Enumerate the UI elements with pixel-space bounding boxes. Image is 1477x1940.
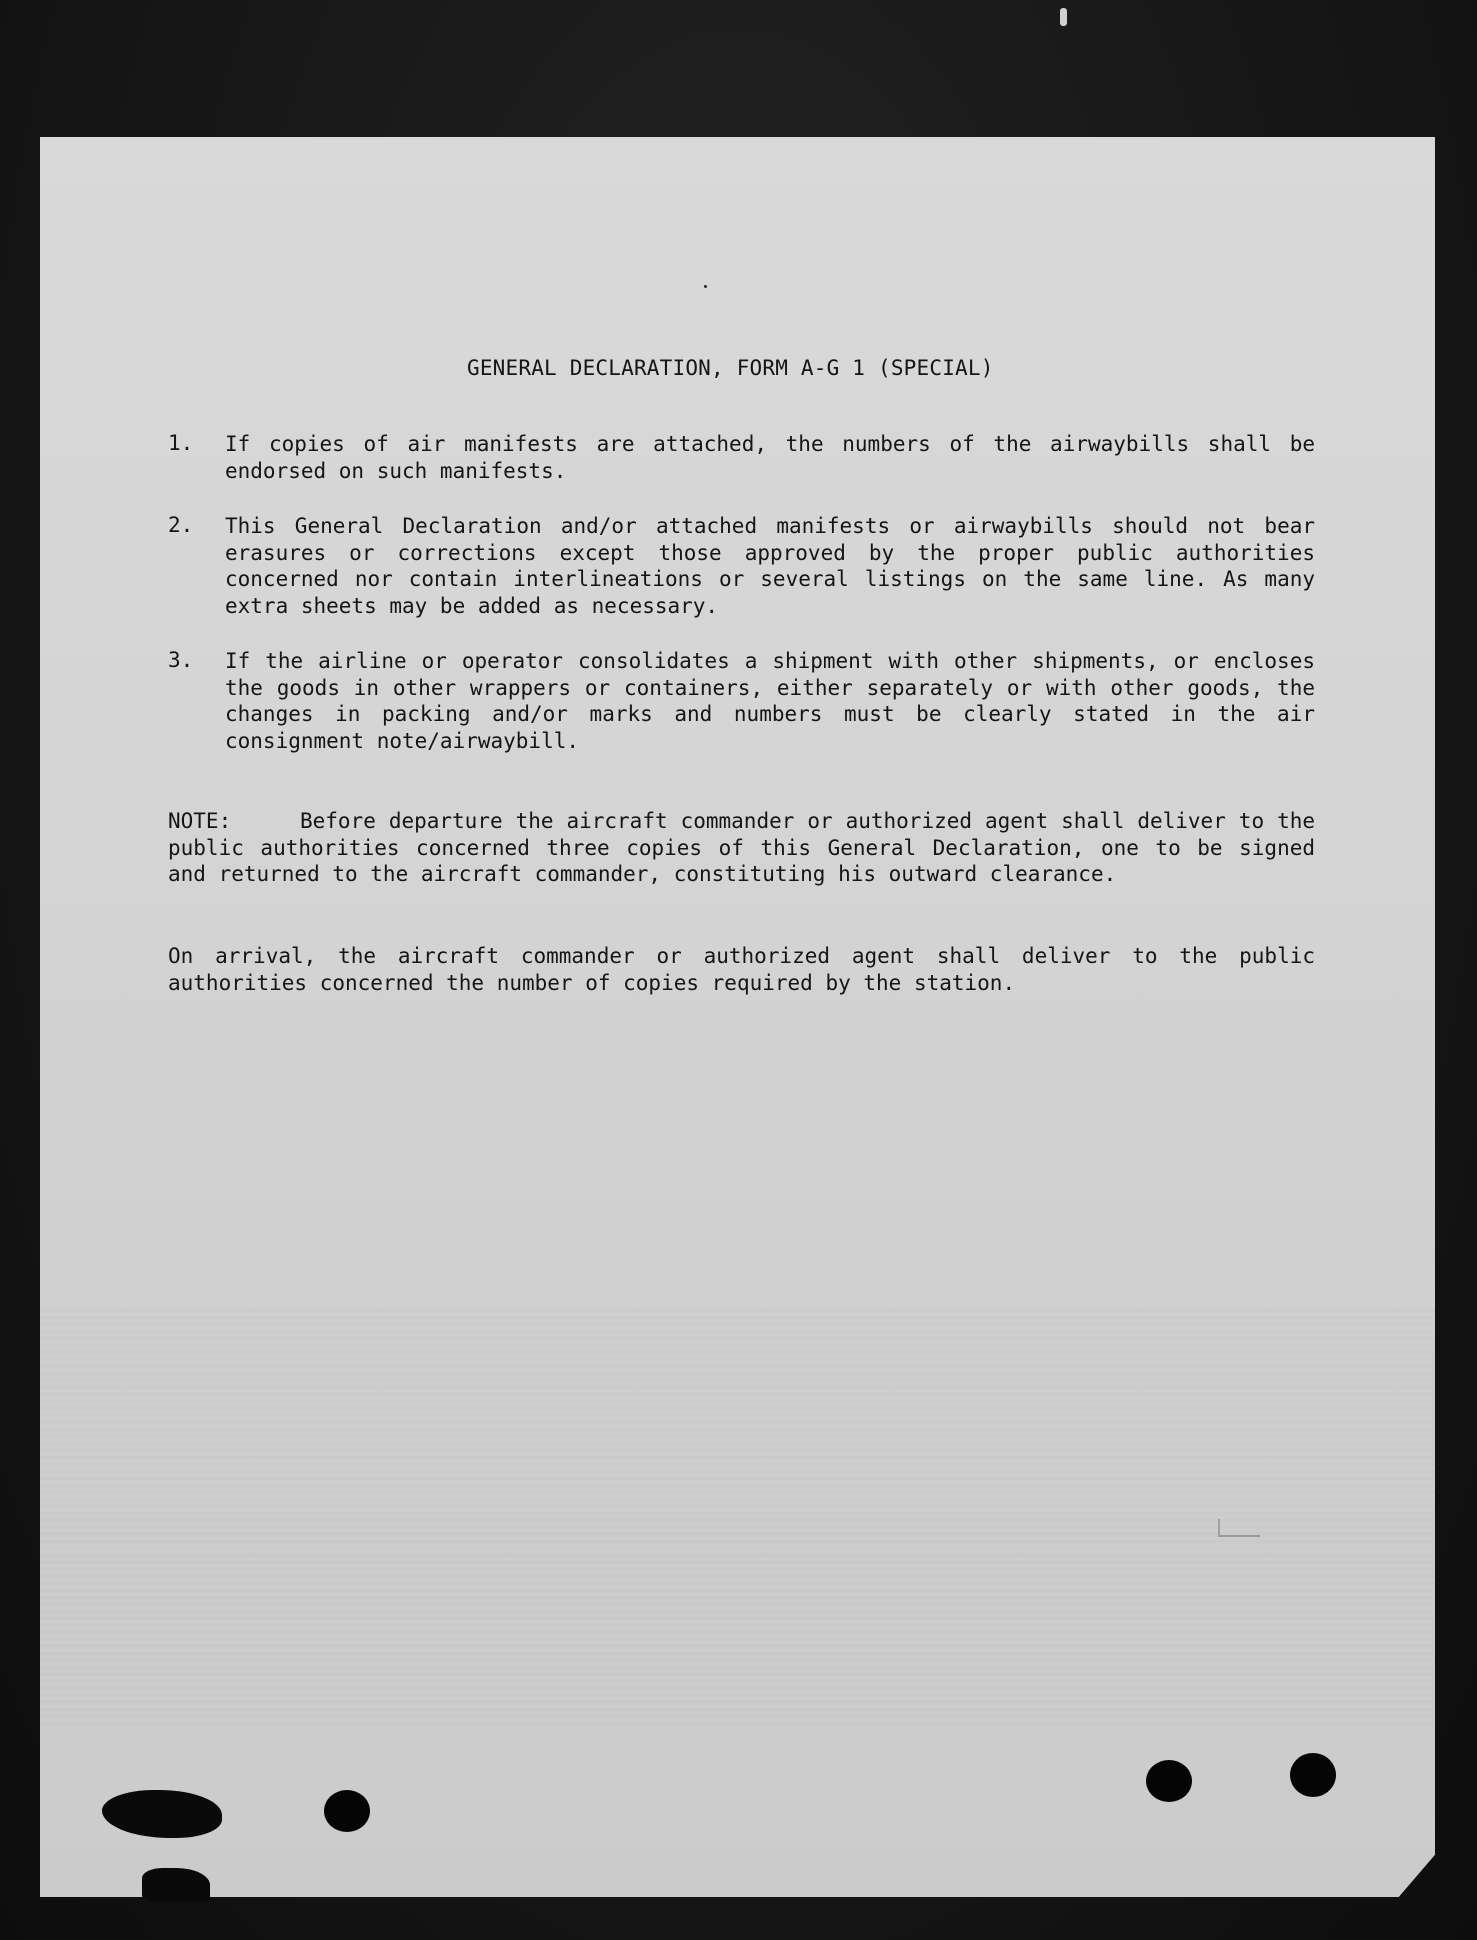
punch-hole [324, 1790, 370, 1832]
dust-speck [704, 285, 707, 288]
staple-mark [1060, 8, 1067, 26]
pencil-mark [1218, 1519, 1260, 1537]
form-title: GENERAL DECLARATION, FORM A-G 1 (SPECIAL) [467, 356, 994, 380]
torn-edge [142, 1868, 210, 1902]
punch-hole [1146, 1760, 1192, 1802]
note-paragraph [168, 808, 1315, 888]
item-text: If copies of air manifests are attached, the numbers of the airwaybills shall be endorsed on such manifests. [225, 432, 1315, 483]
item-text: This General Declaration and/or attached manifests or airwaybills should not bear erasures or corrections except those approved by the proper public authorities concerned nor contain interlineations or several listings on the same line. As many extra sheets may be added as necessary. [225, 514, 1315, 618]
item-number: 2. [168, 513, 194, 537]
paper-sheet [40, 137, 1435, 1897]
arrival-text: On arrival, the aircraft commander or authorized agent shall deliver to the public authorities concerned the number of copies required by the station. [168, 944, 1315, 995]
note-text: Before departure the aircraft commander or authorized agent shall deliver to the public authorities concerned three copies of this General Declaration, one to be signed and returned to the aircraft commander, constituting his outward clearance. [168, 809, 1315, 886]
arrival-paragraph [168, 943, 1315, 996]
item-text: If the airline or operator consolidates a shipment with other shipments, or encloses the goods in other wrappers or containers, either separately or with other goods, the changes in packing and/or marks and numbers must be clearly stated in the air consignment note/airwaybill. [225, 649, 1315, 753]
item-number: 1. [168, 431, 194, 455]
punch-hole [1290, 1753, 1336, 1797]
note-label: NOTE: [168, 809, 232, 833]
item-number: 3. [168, 648, 194, 672]
